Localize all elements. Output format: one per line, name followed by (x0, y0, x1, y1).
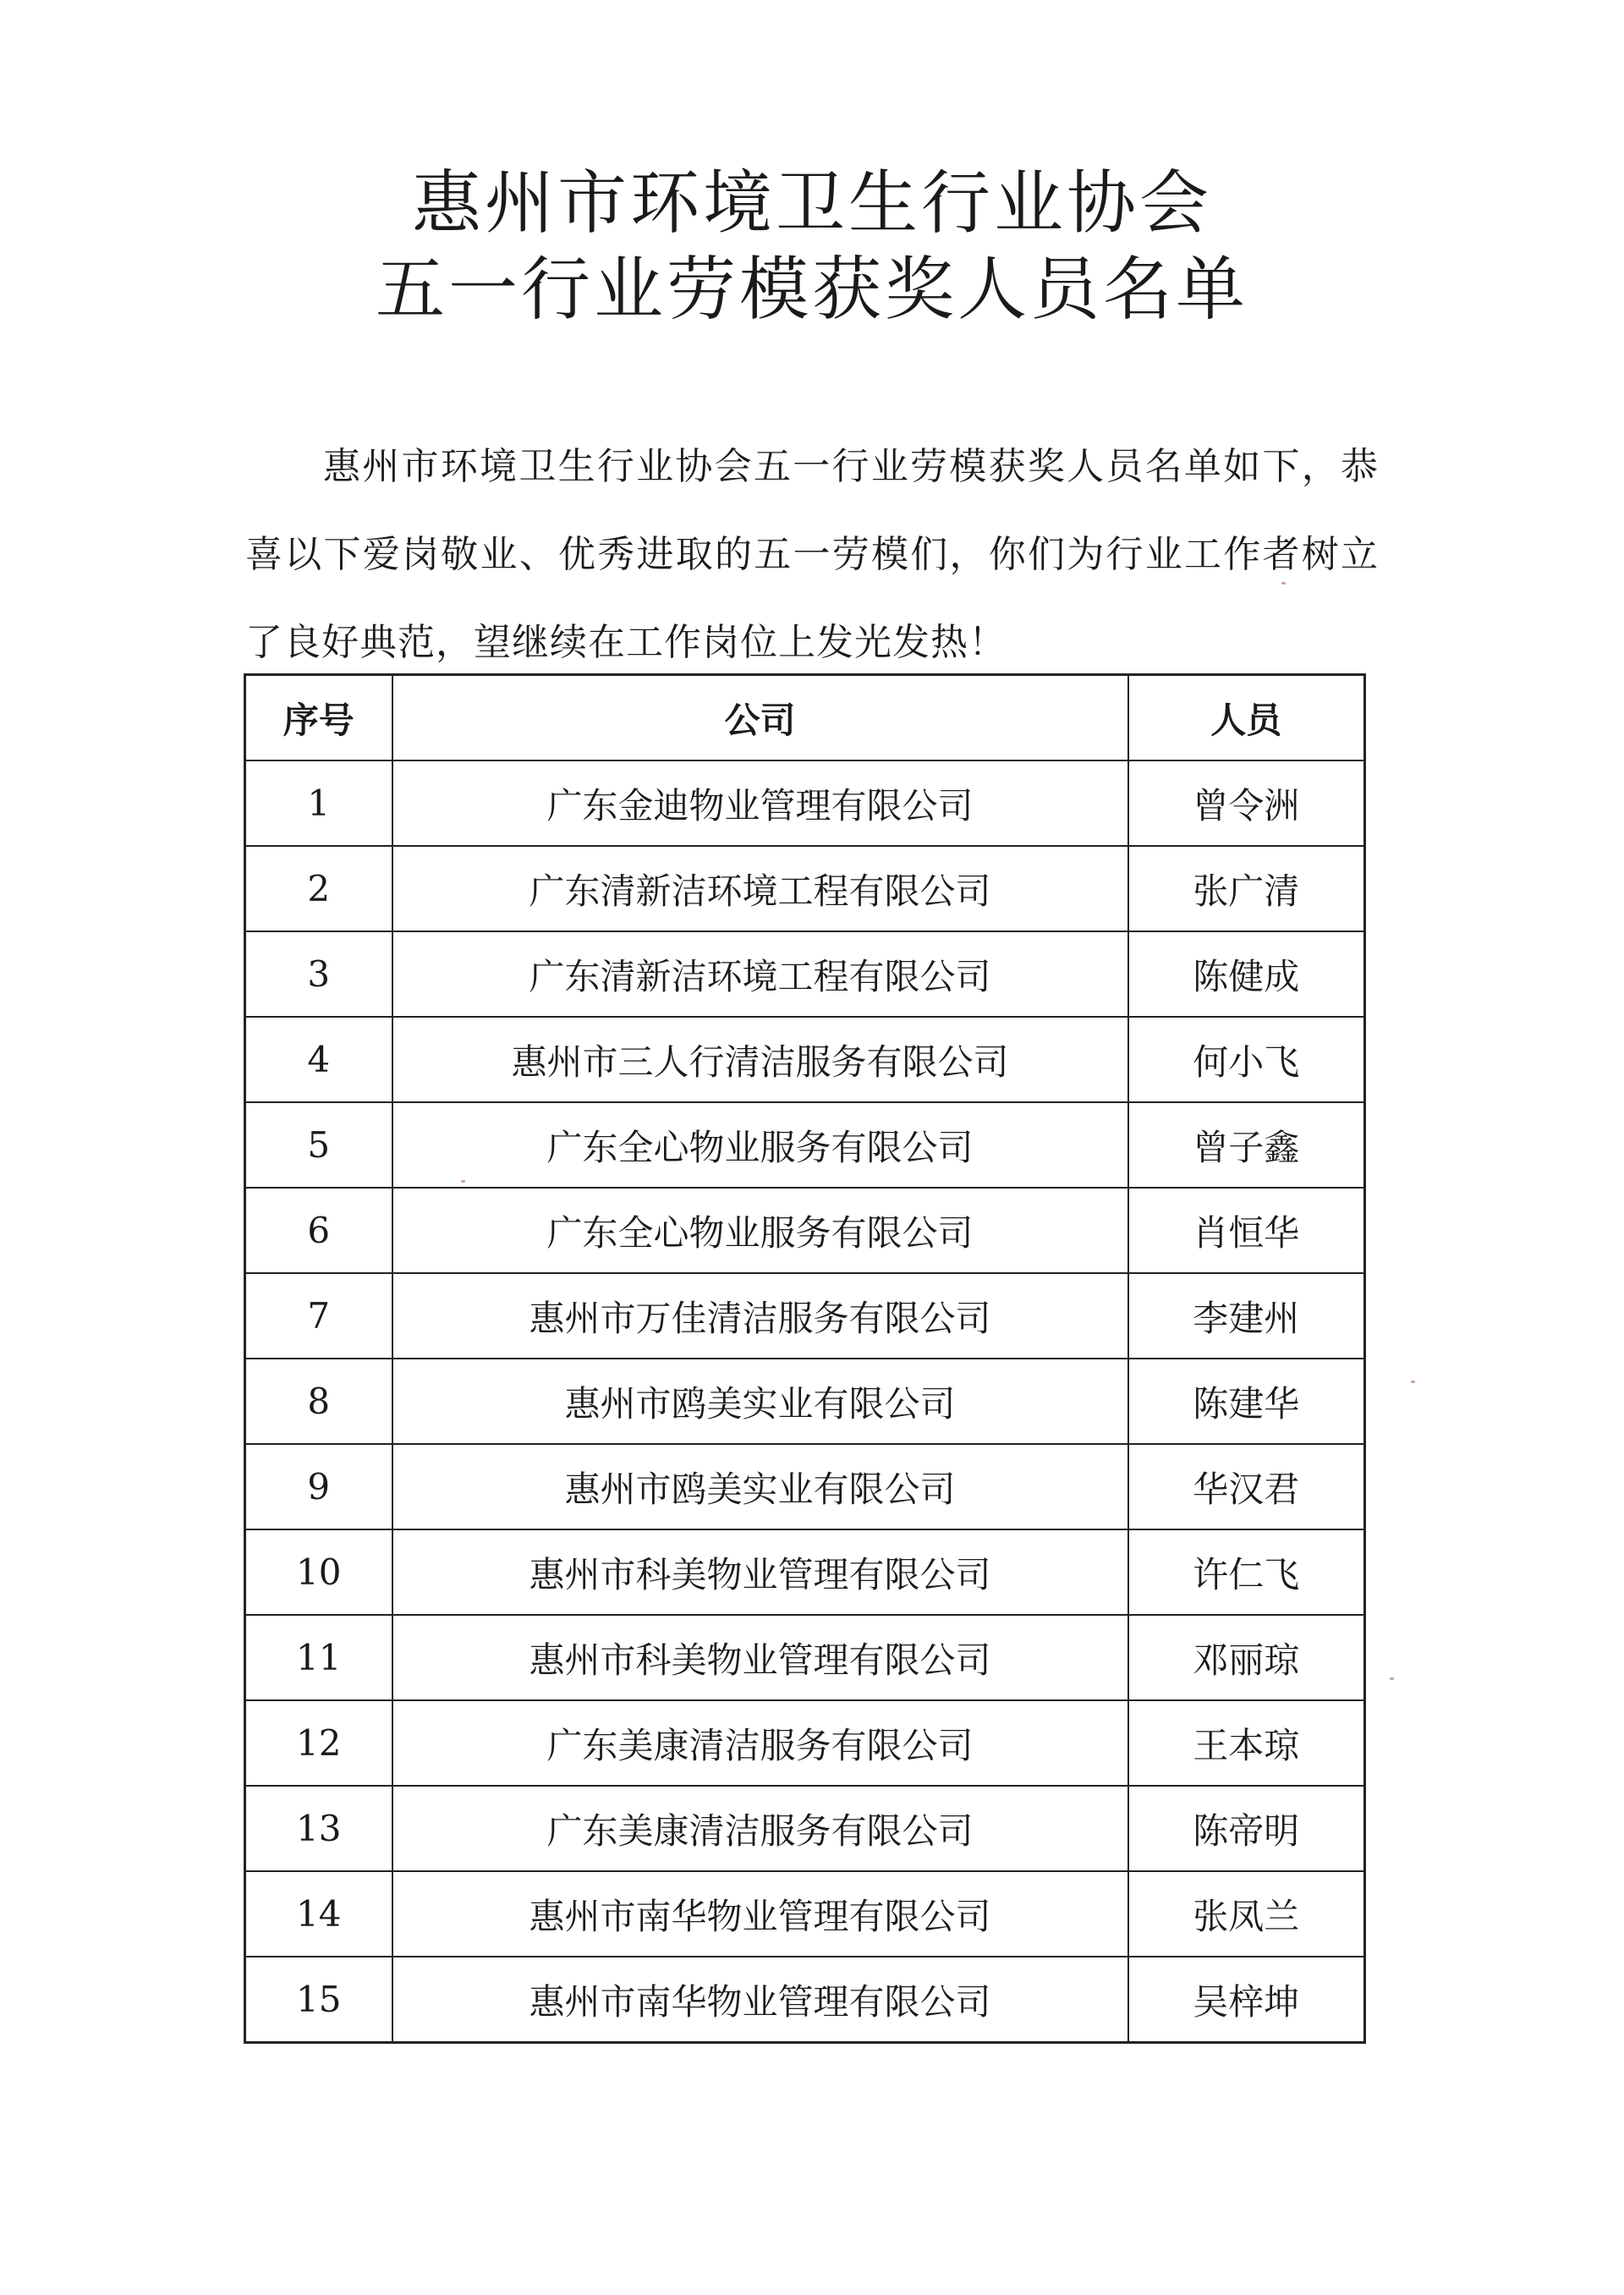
cell-company: 广东清新洁环境工程有限公司 (392, 931, 1128, 1017)
cell-person: 陈建华 (1128, 1359, 1365, 1444)
table-row (245, 1444, 1365, 1529)
cell-company: 广东金迪物业管理有限公司 (392, 760, 1128, 846)
cell-number: 13 (245, 1786, 392, 1871)
cell-person: 曾令洲 (1128, 760, 1365, 846)
cell-number: 6 (245, 1188, 392, 1273)
cell-number: 5 (245, 1102, 392, 1188)
cell-company: 广东全心物业服务有限公司 (392, 1102, 1128, 1188)
cell-person: 王本琼 (1128, 1700, 1365, 1786)
header-company: 公司 (392, 675, 1128, 761)
cell-number: 3 (245, 931, 392, 1017)
scan-speck (1390, 1677, 1394, 1680)
cell-company: 惠州市万佳清洁服务有限公司 (392, 1273, 1128, 1359)
scan-speck (461, 1180, 465, 1183)
cell-company: 惠州市南华物业管理有限公司 (392, 1871, 1128, 1957)
document-title-line-1: 惠州市环境卫生行业协会 (411, 163, 1212, 244)
table-row (245, 931, 1365, 1017)
table-row (245, 1102, 1365, 1188)
header-number: 序号 (245, 675, 392, 761)
scan-speck (1281, 582, 1286, 585)
cell-person: 陈帝明 (1128, 1786, 1365, 1871)
cell-person: 华汉君 (1128, 1444, 1365, 1529)
cell-number: 4 (245, 1017, 392, 1102)
cell-person: 邓丽琼 (1128, 1615, 1365, 1700)
table-row (245, 1700, 1365, 1786)
cell-company: 广东清新洁环境工程有限公司 (392, 846, 1128, 931)
award-list-table (244, 673, 1366, 2044)
cell-number: 12 (245, 1700, 392, 1786)
cell-person: 陈健成 (1128, 931, 1365, 1017)
table-row (245, 1188, 1365, 1273)
cell-person: 吴梓坤 (1128, 1957, 1365, 2043)
cell-person: 肖恒华 (1128, 1188, 1365, 1273)
cell-person: 曾子鑫 (1128, 1102, 1365, 1188)
table-row (245, 1871, 1365, 1957)
intro-paragraph: 惠州市环境卫生行业协会五一行业劳模获奖人员名单如下，恭喜以下爱岗敬业、优秀进取的五一劳模们，你们为行业工作者树立了良好典范，望继续在工作岗位上发光发热！ (245, 445, 1379, 664)
cell-person: 李建州 (1128, 1273, 1365, 1359)
cell-number: 9 (245, 1444, 392, 1529)
table-row (245, 1529, 1365, 1615)
cell-company: 广东全心物业服务有限公司 (392, 1188, 1128, 1273)
table-row (245, 1786, 1365, 1871)
table-row (245, 1359, 1365, 1444)
table-row (245, 846, 1365, 931)
table-row (245, 1273, 1365, 1359)
cell-number: 11 (245, 1615, 392, 1700)
cell-company: 惠州市鸥美实业有限公司 (392, 1444, 1128, 1529)
cell-company: 惠州市科美物业管理有限公司 (392, 1529, 1128, 1615)
table-row (245, 1615, 1365, 1700)
cell-number: 7 (245, 1273, 392, 1359)
table-row (245, 1017, 1365, 1102)
scan-speck (1411, 1381, 1415, 1383)
cell-company: 惠州市科美物业管理有限公司 (392, 1615, 1128, 1700)
cell-company: 惠州市鸥美实业有限公司 (392, 1359, 1128, 1444)
cell-number: 1 (245, 760, 392, 846)
document-title-line-2: 五一行业劳模获奖人员名单 (375, 250, 1248, 330)
table-header-row (245, 675, 1365, 761)
cell-number: 8 (245, 1359, 392, 1444)
cell-number: 14 (245, 1871, 392, 1957)
cell-number: 2 (245, 846, 392, 931)
cell-person: 何小飞 (1128, 1017, 1365, 1102)
cell-person: 许仁飞 (1128, 1529, 1365, 1615)
cell-number: 15 (245, 1957, 392, 2043)
cell-number: 10 (245, 1529, 392, 1615)
cell-company: 广东美康清洁服务有限公司 (392, 1700, 1128, 1786)
cell-company: 惠州市三人行清洁服务有限公司 (392, 1017, 1128, 1102)
table-row (245, 760, 1365, 846)
table-row (245, 1957, 1365, 2043)
cell-company: 惠州市南华物业管理有限公司 (392, 1957, 1128, 2043)
header-person: 人员 (1128, 675, 1365, 761)
cell-person: 张广清 (1128, 846, 1365, 931)
cell-company: 广东美康清洁服务有限公司 (392, 1786, 1128, 1871)
cell-person: 张凤兰 (1128, 1871, 1365, 1957)
